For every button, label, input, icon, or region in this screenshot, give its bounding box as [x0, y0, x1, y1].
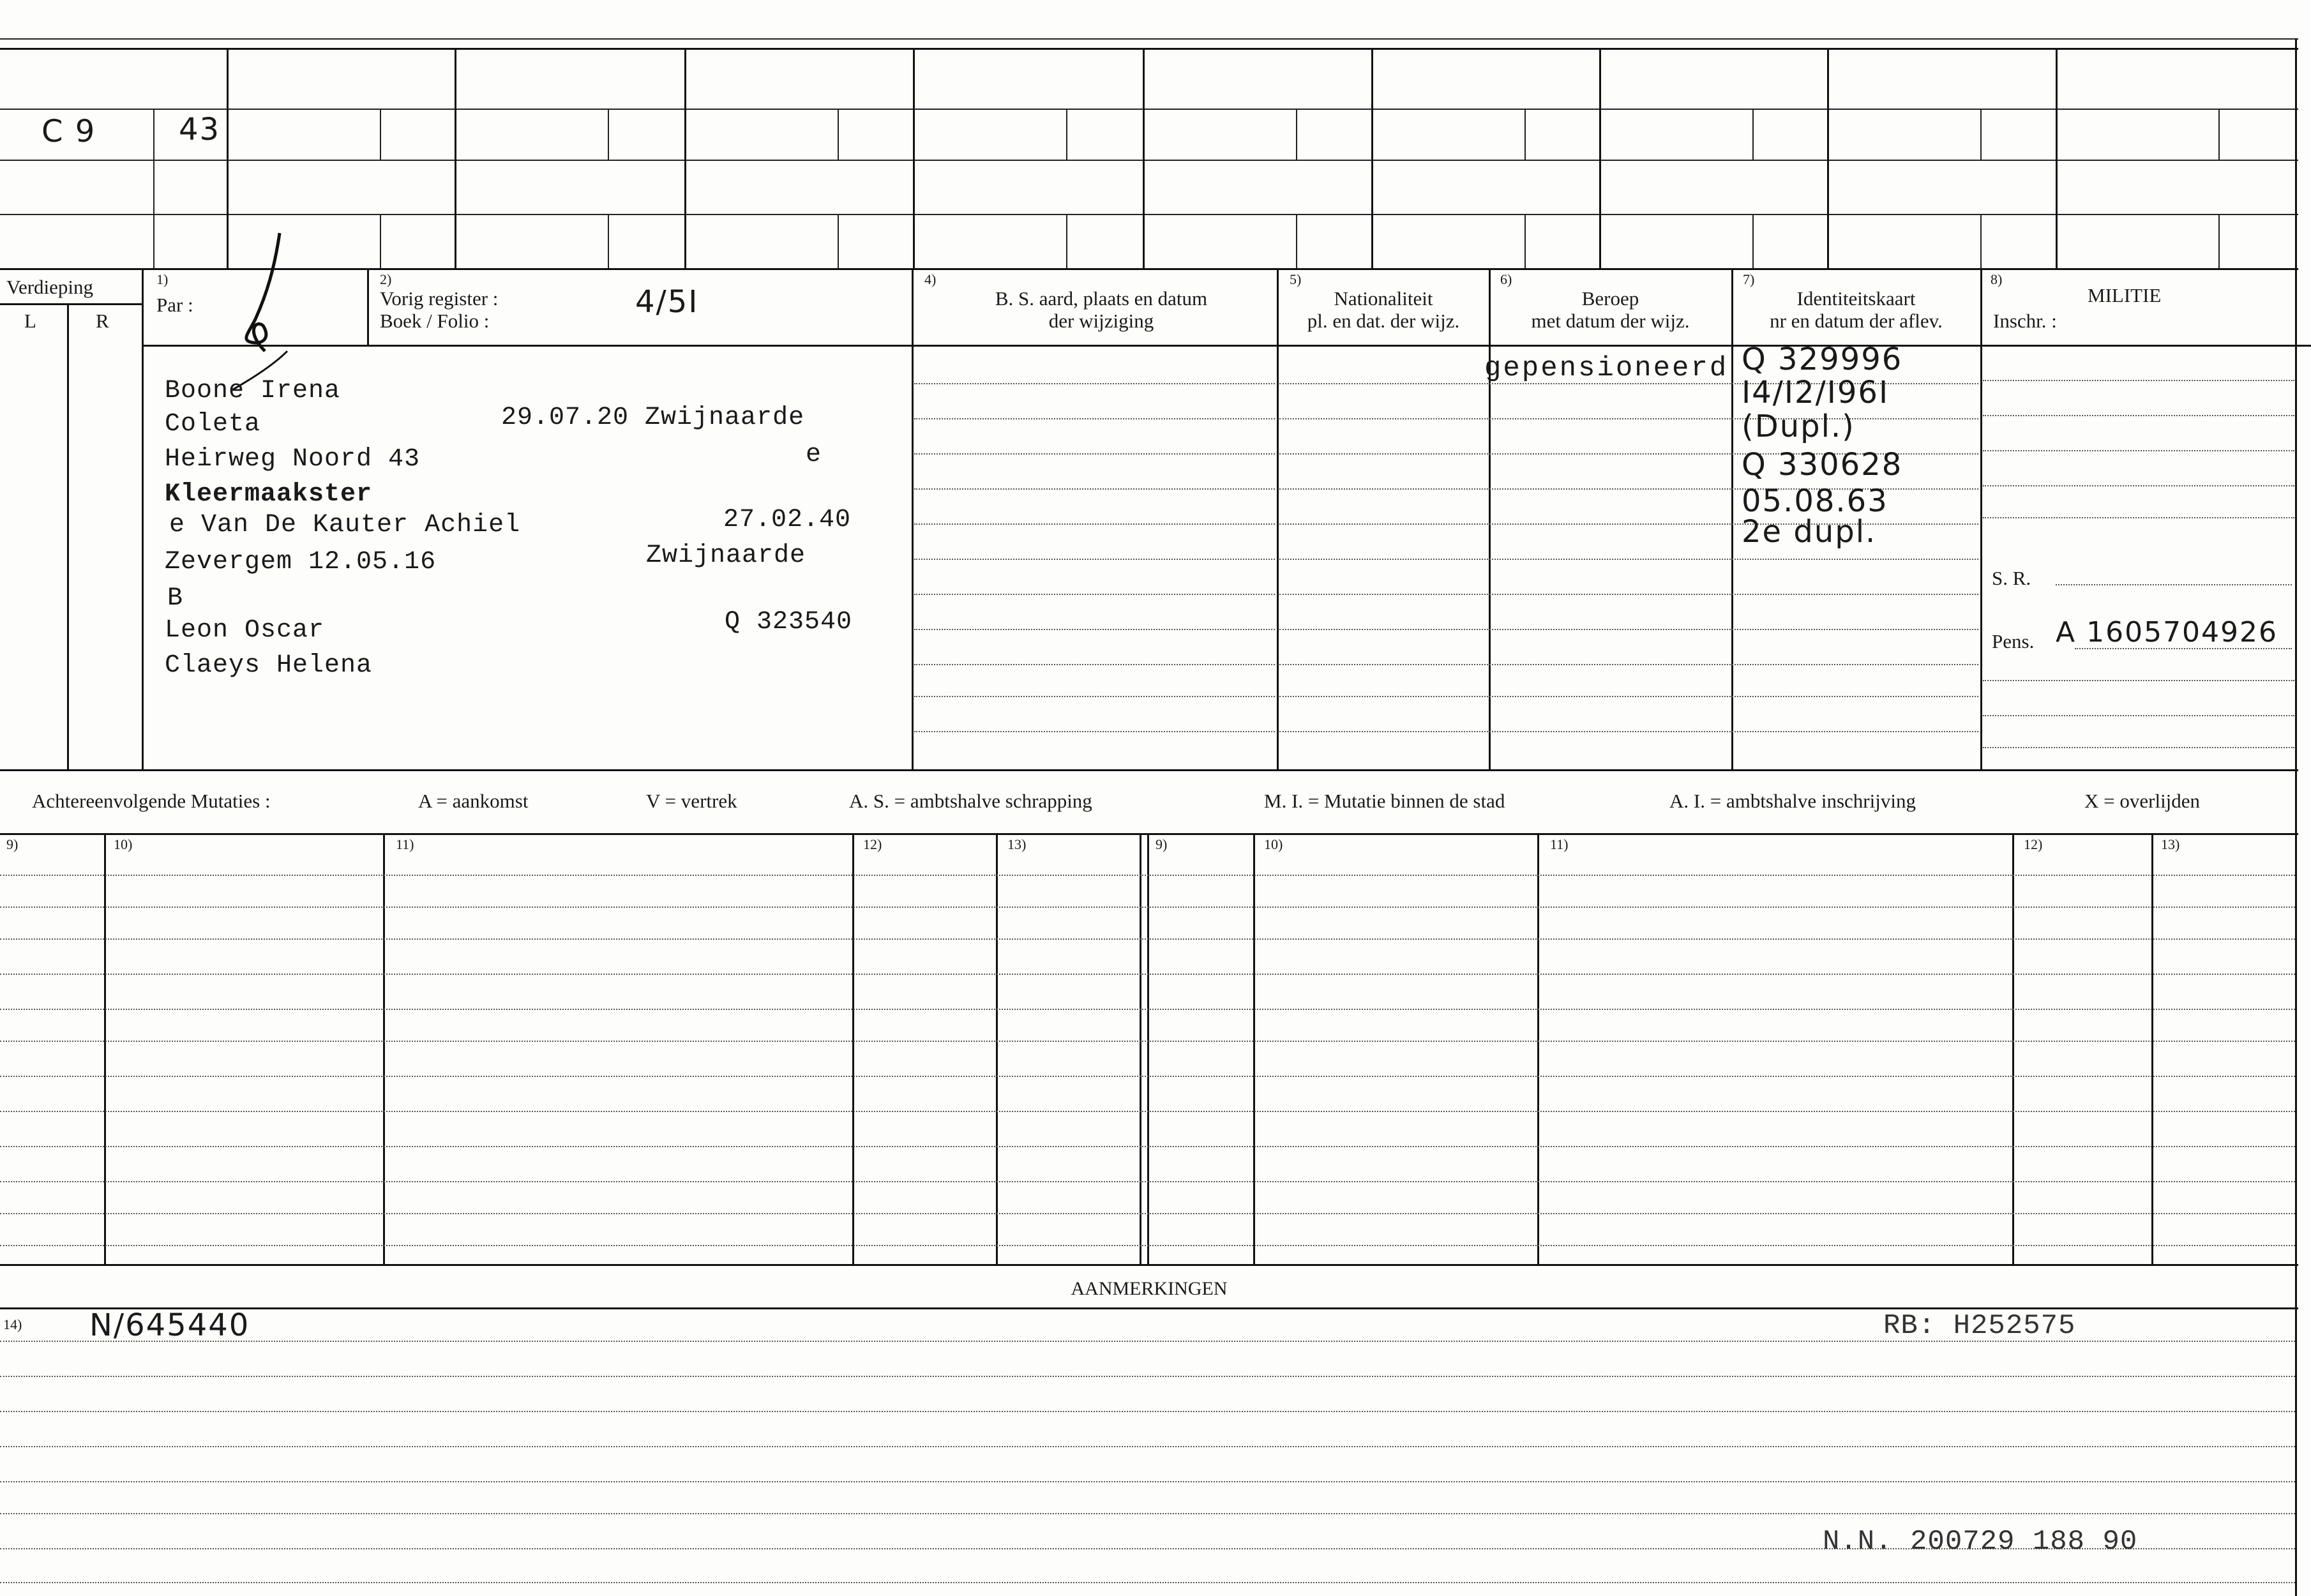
vorig-register-value: 4/5I — [635, 284, 699, 320]
col-9-left: 9) — [6, 836, 19, 852]
legend-mi: M. I. = Mutatie binnen de stad — [1264, 790, 1505, 812]
person-birth: 29.07.20 Zwijnaarde — [501, 403, 805, 432]
num-7: 7) — [1743, 271, 1755, 287]
inschr-label: Inschr. : — [1993, 310, 2057, 332]
remarks-rb: RB: H252575 — [1883, 1310, 2076, 1342]
legend-v: V = vertrek — [646, 790, 737, 812]
col-10-left: 10) — [114, 836, 133, 852]
person-address: Heirweg Noord 43 — [165, 445, 421, 474]
col-13-right: 13) — [2161, 836, 2180, 852]
spouse-name: e Van De Kauter Achiel — [169, 511, 521, 539]
letter-b: B — [167, 584, 184, 613]
num-4: 4) — [924, 271, 937, 287]
remarks-nn: N.N. 200729 188 90 — [1823, 1526, 2138, 1558]
num-6: 6) — [1500, 271, 1512, 287]
person-occupation: Kleermaakster — [165, 480, 373, 509]
remarks-title: AANMERKINGEN — [1071, 1278, 1228, 1299]
marriage-date: 27.02.40 — [723, 506, 852, 534]
beroep-line1: Beroep — [1581, 287, 1639, 310]
col-10-right: 10) — [1264, 836, 1283, 852]
spouse-birth: Zevergem 12.05.16 — [165, 548, 437, 576]
identity-line4: Q 330628 — [1742, 447, 1903, 483]
col-l-label: L — [24, 310, 36, 332]
par-signature-mark — [211, 230, 306, 396]
identiteitskaart-line2: nr en datum der aflev. — [1770, 310, 1943, 332]
code-right: 43 — [179, 112, 221, 147]
bs-header-line1: B. S. aard, plaats en datum — [995, 287, 1208, 310]
num-8: 8) — [1991, 271, 2003, 287]
vorig-register-label: Vorig register : — [380, 287, 499, 310]
verdieping-label: Verdieping — [6, 276, 94, 298]
col-9-right: 9) — [1156, 836, 1168, 852]
legend-title: Achtereenvolgende Mutaties : — [32, 790, 271, 812]
mother-name: Claeys Helena — [165, 651, 373, 680]
col-12-right: 12) — [2024, 836, 2043, 852]
num-1: 1) — [156, 271, 169, 287]
militie-label: MILITIE — [2088, 284, 2162, 306]
col-11-right: 11) — [1550, 836, 1569, 852]
col-11-left: 11) — [396, 836, 414, 852]
pens-value: A 1605704926 — [2056, 616, 2278, 649]
identity-line6: 2e dupl. — [1742, 514, 1877, 550]
legend-ai: A. I. = ambtshalve inschrijving — [1669, 790, 1916, 812]
remarks-value: N/645440 — [89, 1307, 250, 1343]
marriage-place: Zwijnaarde — [646, 541, 806, 570]
person-name: Boone Irena — [165, 377, 341, 405]
col-12-left: 12) — [863, 836, 882, 852]
identity-line3: (Dupl.) — [1742, 409, 1855, 444]
identity-line2: I4/I2/I96I — [1742, 375, 1890, 410]
legend-a: A = aankomst — [418, 790, 529, 812]
beroep-value: gepensioneerd — [1484, 352, 1729, 384]
boek-folio-label: Boek / Folio : — [380, 310, 490, 332]
identiteitskaart-line1: Identiteitskaart — [1796, 287, 1916, 310]
par-label: Par : — [156, 294, 193, 316]
identity-line5: 05.08.63 — [1742, 483, 1888, 519]
nationaliteit-line2: pl. en dat. der wijz. — [1307, 310, 1460, 332]
identity-line1: Q 329996 — [1742, 342, 1903, 377]
beroep-line2: met datum der wijz. — [1531, 310, 1690, 332]
col-13-left: 13) — [1007, 836, 1027, 852]
person-sup-e: e — [806, 440, 822, 469]
nationaliteit-line1: Nationaliteit — [1334, 287, 1433, 310]
person-given-name: Coleta — [165, 410, 261, 439]
num-2: 2) — [380, 271, 392, 287]
sr-label: S. R. — [1992, 567, 2031, 589]
num-5: 5) — [1290, 271, 1302, 287]
legend-x: X = overlijden — [2084, 790, 2201, 812]
num-14: 14) — [3, 1316, 22, 1332]
legend-as: A. S. = ambtshalve schrapping — [849, 790, 1092, 812]
q-number: Q 323540 — [725, 608, 853, 636]
father-name: Leon Oscar — [165, 616, 325, 645]
pens-label: Pens. — [1992, 630, 2035, 652]
code-left: C 9 — [41, 114, 96, 149]
col-r-label: R — [96, 310, 109, 332]
bs-header-line2: der wijziging — [1048, 310, 1154, 332]
